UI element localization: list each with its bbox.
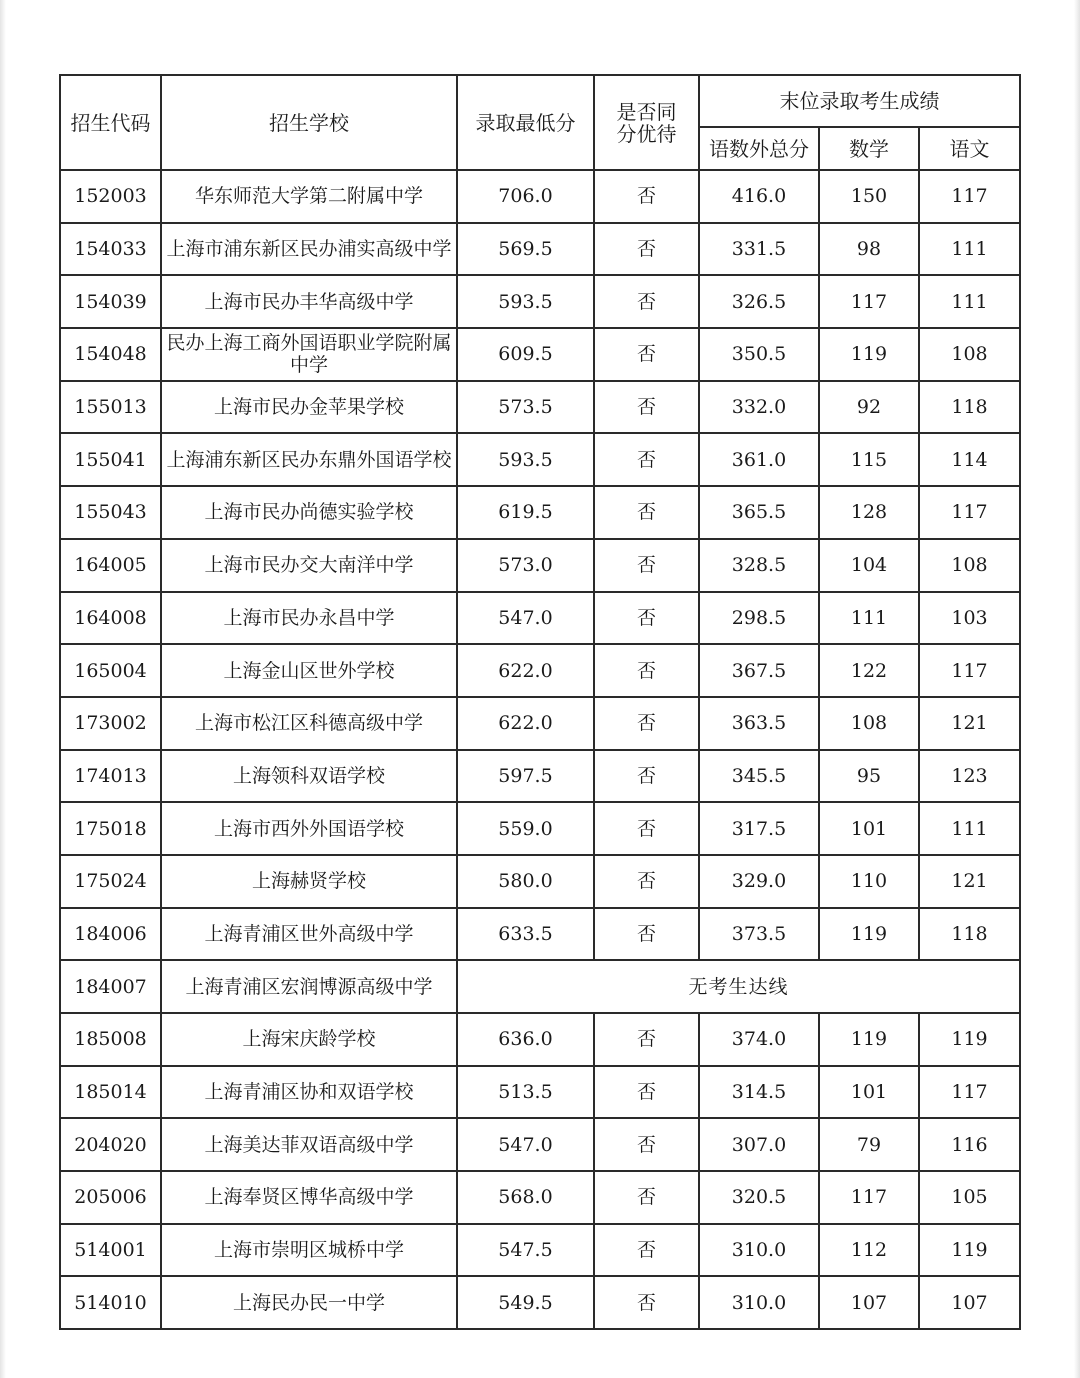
cell-chinese: 114 <box>919 433 1020 486</box>
cell-math: 92 <box>819 381 919 434</box>
page-edge-right <box>1074 0 1080 1378</box>
cell-math: 128 <box>819 486 919 539</box>
table-row <box>60 1013 1020 1066</box>
cell-total: 331.5 <box>699 223 819 276</box>
cell-chinese: 107 <box>919 1276 1020 1329</box>
cell-tie: 否 <box>594 381 699 434</box>
cell-school: 上海青浦区宏润博源高级中学 <box>161 960 457 1013</box>
cell-school: 上海市民办交大南洋中学 <box>161 539 457 592</box>
cell-math: 104 <box>819 539 919 592</box>
cell-code: 514010 <box>60 1276 161 1329</box>
cell-tie: 否 <box>594 1276 699 1329</box>
cell-chinese: 108 <box>919 328 1020 381</box>
cell-total: 329.0 <box>699 855 819 908</box>
cell-tie: 否 <box>594 1013 699 1066</box>
cell-chinese: 121 <box>919 855 1020 908</box>
cell-code: 205006 <box>60 1171 161 1224</box>
cell-min-score: 568.0 <box>457 1171 594 1224</box>
cell-school: 民办上海工商外国语职业学院附属中学 <box>161 328 457 381</box>
cell-school: 上海市民办金苹果学校 <box>161 381 457 434</box>
table-row <box>60 433 1020 486</box>
cell-code: 204020 <box>60 1118 161 1171</box>
header-school: 招生学校 <box>161 75 457 170</box>
table-row <box>60 592 1020 645</box>
cell-math: 107 <box>819 1276 919 1329</box>
cell-chinese: 118 <box>919 908 1020 961</box>
cell-chinese: 105 <box>919 1171 1020 1224</box>
table-body <box>60 170 1020 1329</box>
cell-code: 155043 <box>60 486 161 539</box>
cell-school: 上海市浦东新区民办浦实高级中学 <box>161 223 457 276</box>
cell-total: 416.0 <box>699 170 819 223</box>
cell-tie: 否 <box>594 1171 699 1224</box>
cell-school: 上海市民办丰华高级中学 <box>161 275 457 328</box>
cell-total: 317.5 <box>699 802 819 855</box>
cell-chinese: 111 <box>919 802 1020 855</box>
cell-total: 314.5 <box>699 1066 819 1119</box>
table-row <box>60 223 1020 276</box>
table-row <box>60 170 1020 223</box>
cell-chinese: 108 <box>919 539 1020 592</box>
cell-tie: 否 <box>594 697 699 750</box>
cell-math: 95 <box>819 750 919 803</box>
cell-chinese: 118 <box>919 381 1020 434</box>
cell-school: 上海奉贤区博华高级中学 <box>161 1171 457 1224</box>
cell-math: 115 <box>819 433 919 486</box>
cell-min-score: 597.5 <box>457 750 594 803</box>
cell-tie: 否 <box>594 328 699 381</box>
table-row <box>60 1224 1020 1277</box>
cell-school: 上海宋庆龄学校 <box>161 1013 457 1066</box>
cell-chinese: 116 <box>919 1118 1020 1171</box>
cell-school: 上海浦东新区民办东鼎外国语学校 <box>161 433 457 486</box>
cell-tie: 否 <box>594 275 699 328</box>
cell-math: 117 <box>819 275 919 328</box>
header-min-score: 录取最低分 <box>457 75 594 170</box>
cell-code: 154048 <box>60 328 161 381</box>
cell-code: 514001 <box>60 1224 161 1277</box>
cell-tie: 否 <box>594 855 699 908</box>
cell-min-score: 633.5 <box>457 908 594 961</box>
cell-code: 175018 <box>60 802 161 855</box>
header-sub-total: 语数外总分 <box>699 127 819 170</box>
cell-tie: 否 <box>594 750 699 803</box>
table-row <box>60 855 1020 908</box>
header-math: 数学 <box>819 127 919 170</box>
cell-min-score: 636.0 <box>457 1013 594 1066</box>
cell-code: 174013 <box>60 750 161 803</box>
table-row <box>60 697 1020 750</box>
cell-math: 98 <box>819 223 919 276</box>
cell-min-score: 569.5 <box>457 223 594 276</box>
cell-total: 363.5 <box>699 697 819 750</box>
cell-min-score: 622.0 <box>457 644 594 697</box>
cell-min-score: 573.0 <box>457 539 594 592</box>
table-row <box>60 275 1020 328</box>
cell-total: 298.5 <box>699 592 819 645</box>
table-row <box>60 539 1020 592</box>
cell-chinese: 119 <box>919 1224 1020 1277</box>
table-row <box>60 328 1020 381</box>
cell-school: 上海市崇明区城桥中学 <box>161 1224 457 1277</box>
cell-min-score: 619.5 <box>457 486 594 539</box>
cell-code: 184006 <box>60 908 161 961</box>
cell-min-score: 622.0 <box>457 697 594 750</box>
cell-code: 185008 <box>60 1013 161 1066</box>
cell-tie: 否 <box>594 223 699 276</box>
cell-code: 154039 <box>60 275 161 328</box>
cell-tie: 否 <box>594 644 699 697</box>
cell-math: 101 <box>819 802 919 855</box>
cell-chinese: 117 <box>919 170 1020 223</box>
cell-chinese: 117 <box>919 486 1020 539</box>
cell-math: 122 <box>819 644 919 697</box>
cell-code: 173002 <box>60 697 161 750</box>
cell-school: 上海市民办尚德实验学校 <box>161 486 457 539</box>
cell-total: 345.5 <box>699 750 819 803</box>
cell-code: 184007 <box>60 960 161 1013</box>
cell-school: 华东师范大学第二附属中学 <box>161 170 457 223</box>
cell-school: 上海青浦区世外高级中学 <box>161 908 457 961</box>
cell-school: 上海美达菲双语高级中学 <box>161 1118 457 1171</box>
cell-total: 332.0 <box>699 381 819 434</box>
cell-min-score: 547.0 <box>457 1118 594 1171</box>
cell-code: 155013 <box>60 381 161 434</box>
cell-chinese: 111 <box>919 223 1020 276</box>
cell-code: 164008 <box>60 592 161 645</box>
cell-school: 上海民办民一中学 <box>161 1276 457 1329</box>
cell-code: 175024 <box>60 855 161 908</box>
header-last-admitted-scores: 末位录取考生成绩 <box>699 75 1020 127</box>
cell-math: 111 <box>819 592 919 645</box>
header-code: 招生代码 <box>60 75 161 170</box>
cell-tie: 否 <box>594 539 699 592</box>
cell-math: 117 <box>819 1171 919 1224</box>
header-chinese: 语文 <box>919 127 1020 170</box>
cell-chinese: 121 <box>919 697 1020 750</box>
cell-total: 307.0 <box>699 1118 819 1171</box>
table-row <box>60 1066 1020 1119</box>
cell-tie: 否 <box>594 170 699 223</box>
cell-tie: 否 <box>594 1224 699 1277</box>
cell-tie: 否 <box>594 433 699 486</box>
cell-min-score: 573.5 <box>457 381 594 434</box>
cell-school: 上海金山区世外学校 <box>161 644 457 697</box>
table-row <box>60 802 1020 855</box>
cell-chinese: 103 <box>919 592 1020 645</box>
cell-note: 无考生达线 <box>457 960 1020 1013</box>
cell-chinese: 111 <box>919 275 1020 328</box>
table-row <box>60 1276 1020 1329</box>
cell-total: 365.5 <box>699 486 819 539</box>
cell-total: 328.5 <box>699 539 819 592</box>
cell-min-score: 513.5 <box>457 1066 594 1119</box>
cell-min-score: 547.5 <box>457 1224 594 1277</box>
header-tie-preference: 是否同分优待 <box>594 75 699 170</box>
cell-total: 350.5 <box>699 328 819 381</box>
cell-math: 79 <box>819 1118 919 1171</box>
cell-chinese: 123 <box>919 750 1020 803</box>
table-row <box>60 1171 1020 1224</box>
cell-chinese: 117 <box>919 644 1020 697</box>
admission-score-table <box>59 74 1021 1330</box>
cell-min-score: 559.0 <box>457 802 594 855</box>
cell-chinese: 117 <box>919 1066 1020 1119</box>
cell-tie: 否 <box>594 592 699 645</box>
cell-min-score: 609.5 <box>457 328 594 381</box>
cell-code: 152003 <box>60 170 161 223</box>
cell-school: 上海青浦区协和双语学校 <box>161 1066 457 1119</box>
cell-tie: 否 <box>594 486 699 539</box>
cell-code: 185014 <box>60 1066 161 1119</box>
cell-min-score: 706.0 <box>457 170 594 223</box>
cell-min-score: 547.0 <box>457 592 594 645</box>
cell-tie: 否 <box>594 1066 699 1119</box>
cell-math: 119 <box>819 328 919 381</box>
cell-total: 374.0 <box>699 1013 819 1066</box>
cell-min-score: 549.5 <box>457 1276 594 1329</box>
cell-tie: 否 <box>594 1118 699 1171</box>
cell-chinese: 119 <box>919 1013 1020 1066</box>
cell-code: 164005 <box>60 539 161 592</box>
cell-code: 165004 <box>60 644 161 697</box>
header-row-main <box>60 75 1020 127</box>
cell-total: 310.0 <box>699 1276 819 1329</box>
cell-total: 310.0 <box>699 1224 819 1277</box>
cell-total: 367.5 <box>699 644 819 697</box>
table-row <box>60 1118 1020 1171</box>
cell-total: 320.5 <box>699 1171 819 1224</box>
cell-tie: 否 <box>594 908 699 961</box>
cell-school: 上海市西外外国语学校 <box>161 802 457 855</box>
cell-code: 155041 <box>60 433 161 486</box>
cell-school: 上海领科双语学校 <box>161 750 457 803</box>
cell-school: 上海市松江区科德高级中学 <box>161 697 457 750</box>
cell-min-score: 580.0 <box>457 855 594 908</box>
cell-math: 110 <box>819 855 919 908</box>
cell-min-score: 593.5 <box>457 433 594 486</box>
cell-code: 154033 <box>60 223 161 276</box>
cell-math: 101 <box>819 1066 919 1119</box>
cell-math: 112 <box>819 1224 919 1277</box>
cell-school: 上海市民办永昌中学 <box>161 592 457 645</box>
page-edge-left <box>0 0 6 1378</box>
cell-math: 150 <box>819 170 919 223</box>
table-row <box>60 750 1020 803</box>
cell-math: 119 <box>819 1013 919 1066</box>
table-row <box>60 486 1020 539</box>
cell-total: 326.5 <box>699 275 819 328</box>
cell-total: 373.5 <box>699 908 819 961</box>
table-row <box>60 960 1020 1013</box>
cell-math: 119 <box>819 908 919 961</box>
table-row <box>60 908 1020 961</box>
table-row <box>60 644 1020 697</box>
cell-total: 361.0 <box>699 433 819 486</box>
table-row <box>60 381 1020 434</box>
cell-math: 108 <box>819 697 919 750</box>
cell-min-score: 593.5 <box>457 275 594 328</box>
cell-tie: 否 <box>594 802 699 855</box>
cell-school: 上海赫贤学校 <box>161 855 457 908</box>
